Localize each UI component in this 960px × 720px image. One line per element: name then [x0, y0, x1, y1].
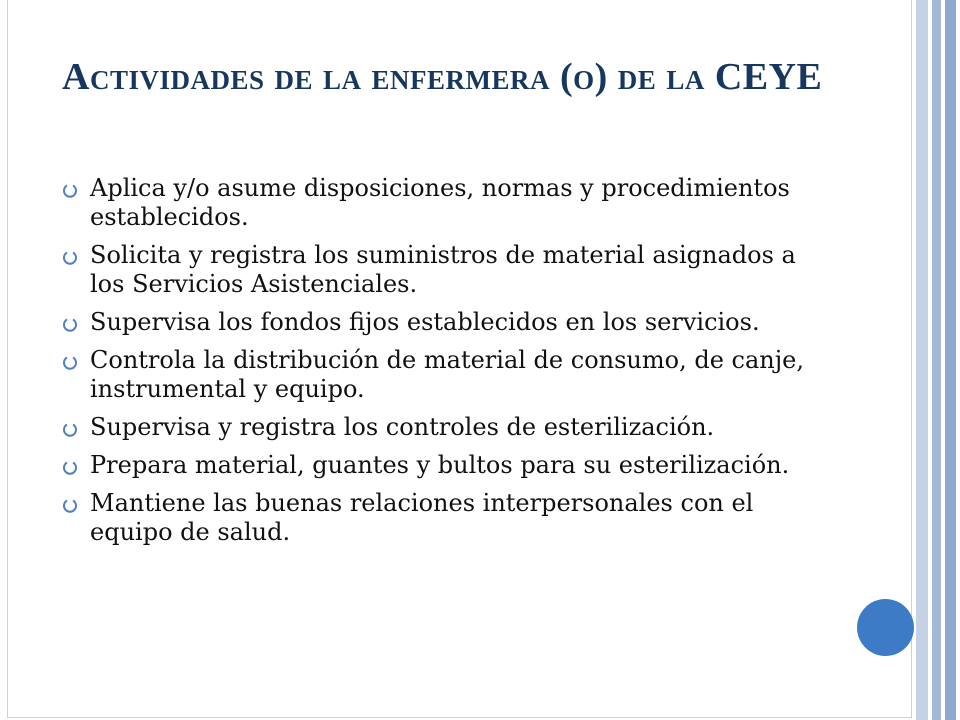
- bullet-text: Solicita y registra los suministros de material asignados a los Servicios Asistenciales.: [90, 241, 796, 298]
- bullet-arc-icon: [62, 317, 78, 333]
- decorative-stripes: [914, 0, 960, 720]
- bullet-text: Aplica y/o asume disposiciones, normas y procedimientos establecidos.: [90, 174, 790, 231]
- bullet-arc-icon: [62, 498, 78, 514]
- bullet-arc-icon: [62, 183, 78, 199]
- bullet-text: Mantiene las buenas relaciones interpersonales con el equipo de salud.: [90, 489, 754, 546]
- bullet-item: [62, 308, 832, 337]
- bullet-arc-icon: [62, 250, 78, 266]
- slide-title: Actividades de la enfermera (o) de la CEYE: [62, 56, 823, 98]
- bullet-list: [62, 174, 832, 556]
- stripe-light: [916, 0, 928, 720]
- bullet-item: [62, 451, 832, 480]
- decorative-circle: [857, 599, 914, 656]
- bullet-arc-icon: [62, 355, 78, 371]
- bullet-arc-icon: [62, 460, 78, 476]
- bullet-text: Prepara material, guantes y bultos para su esterilización.: [90, 451, 790, 479]
- bullet-text: Supervisa y registra los controles de esterilización.: [90, 413, 715, 441]
- stripe-medium: [932, 0, 941, 720]
- bullet-text: Supervisa los fondos fijos establecidos en los servicios.: [90, 308, 760, 336]
- bullet-item: [62, 346, 832, 404]
- bullet-item: [62, 413, 832, 442]
- stripe-dark: [945, 0, 956, 720]
- bullet-item: [62, 174, 832, 232]
- bullet-text: Controla la distribución de material de consumo, de canje, instrumental y equipo.: [90, 346, 805, 403]
- bullet-item: [62, 489, 832, 547]
- bullet-item: [62, 241, 832, 299]
- bullet-arc-icon: [62, 422, 78, 438]
